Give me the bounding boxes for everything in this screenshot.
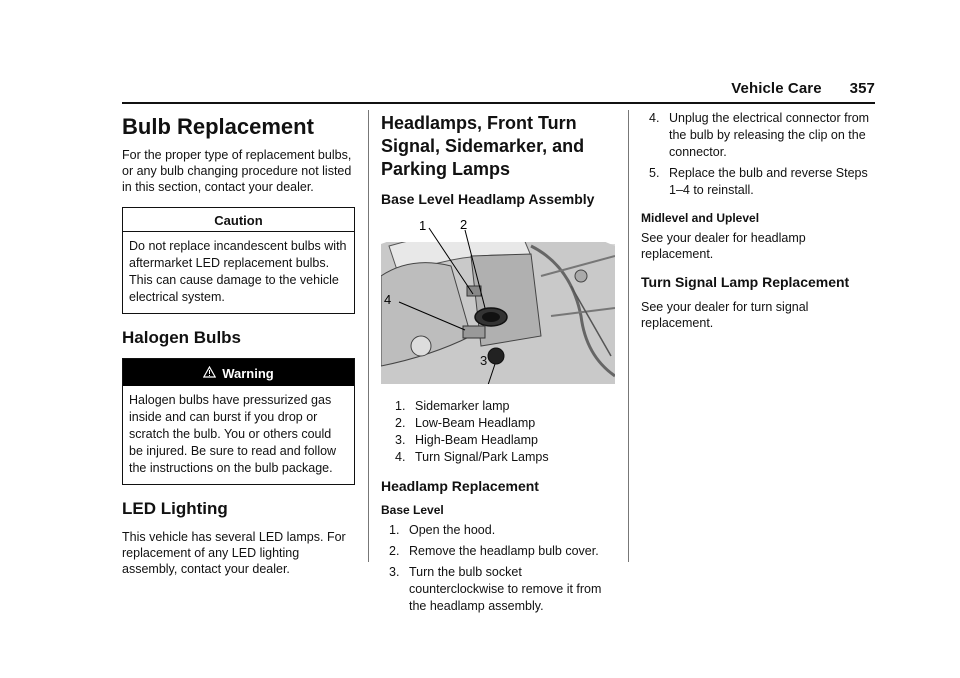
warning-box bbox=[122, 358, 355, 485]
page-title: Bulb Replacement bbox=[122, 114, 314, 139]
midlevel-paragraph: See your dealer for headlamp replacement. bbox=[641, 231, 806, 261]
turn-signal-paragraph: See your dealer for turn signal replacement. bbox=[641, 300, 809, 330]
list-item: 3. Turn the bulb socket counterclockwise to remove it from the headlamp assembly. bbox=[389, 565, 602, 613]
callout-2: 2 bbox=[460, 217, 468, 232]
caution-box bbox=[122, 207, 355, 314]
list-item: 1. Sidemarker lamp bbox=[395, 399, 510, 413]
column-3 bbox=[641, 110, 875, 343]
caution-title: Caution bbox=[123, 208, 354, 232]
callout-4: 4 bbox=[384, 292, 392, 307]
assembly-heading: Base Level Headlamp Assembly bbox=[381, 191, 595, 207]
led-heading: LED Lighting bbox=[122, 499, 228, 518]
caution-text: Do not replace incandescent bulbs with aftermarket LED replacement bulbs. This can cause damage to the vehicle electrical system. bbox=[129, 239, 347, 304]
warning-title: Warning bbox=[222, 366, 274, 381]
list-item: 4. Turn Signal/Park Lamps bbox=[395, 450, 549, 464]
headlamp-illustration bbox=[381, 216, 615, 384]
section-title: Vehicle Care bbox=[731, 80, 822, 97]
list-item: 1. Open the hood. bbox=[389, 523, 496, 537]
running-header bbox=[731, 80, 875, 97]
replacement-steps bbox=[381, 522, 615, 615]
list-item: 5. Replace the bulb and reverse Steps 1–4 to reinstall. bbox=[649, 166, 868, 197]
column-1 bbox=[122, 110, 355, 589]
list-item: 2. Remove the headlamp bulb cover. bbox=[389, 544, 599, 558]
warning-icon bbox=[203, 366, 216, 381]
headlamp-assembly-figure bbox=[381, 216, 615, 384]
warning-text: Halogen bulbs have pressurized gas inside and can burst if you drop or scratch the bulb. You or others could be injured. Be sure to read and follow the instructions on the bulb package. bbox=[129, 393, 337, 475]
replacement-heading: Headlamp Replacement bbox=[381, 478, 539, 494]
midlevel-label: Midlevel and Uplevel bbox=[641, 211, 760, 225]
callout-1: 1 bbox=[419, 218, 427, 233]
replacement-steps-continued bbox=[641, 110, 875, 199]
warning-header bbox=[123, 359, 354, 386]
callout-3: 3 bbox=[480, 353, 488, 368]
list-item: 4. Unplug the electrical connector from the bulb by releasing the clip on the connector. bbox=[649, 111, 870, 159]
figure-captions bbox=[381, 398, 615, 466]
headlamps-heading: Headlamps, Front Turn Signal, Sidemarker, and Parking Lamps bbox=[381, 113, 585, 179]
column-divider bbox=[628, 110, 629, 562]
halogen-heading: Halogen Bulbs bbox=[122, 328, 242, 347]
column-divider bbox=[368, 110, 369, 562]
list-item: 3. High-Beam Headlamp bbox=[395, 433, 538, 447]
led-paragraph: This vehicle has several LED lamps. For replacement of any LED lighting assembly, contact your dealer. bbox=[122, 530, 346, 576]
column-2 bbox=[381, 110, 615, 627]
base-level-label: Base Level bbox=[381, 503, 444, 517]
turn-signal-heading: Turn Signal Lamp Replacement bbox=[641, 274, 850, 290]
list-item: 2. Low-Beam Headlamp bbox=[395, 416, 536, 430]
intro-paragraph: For the proper type of replacement bulbs, or any bulb changing procedure not listed in this section, contact your dealer. bbox=[122, 148, 352, 194]
page-number: 357 bbox=[849, 80, 875, 97]
header-rule bbox=[122, 102, 875, 104]
